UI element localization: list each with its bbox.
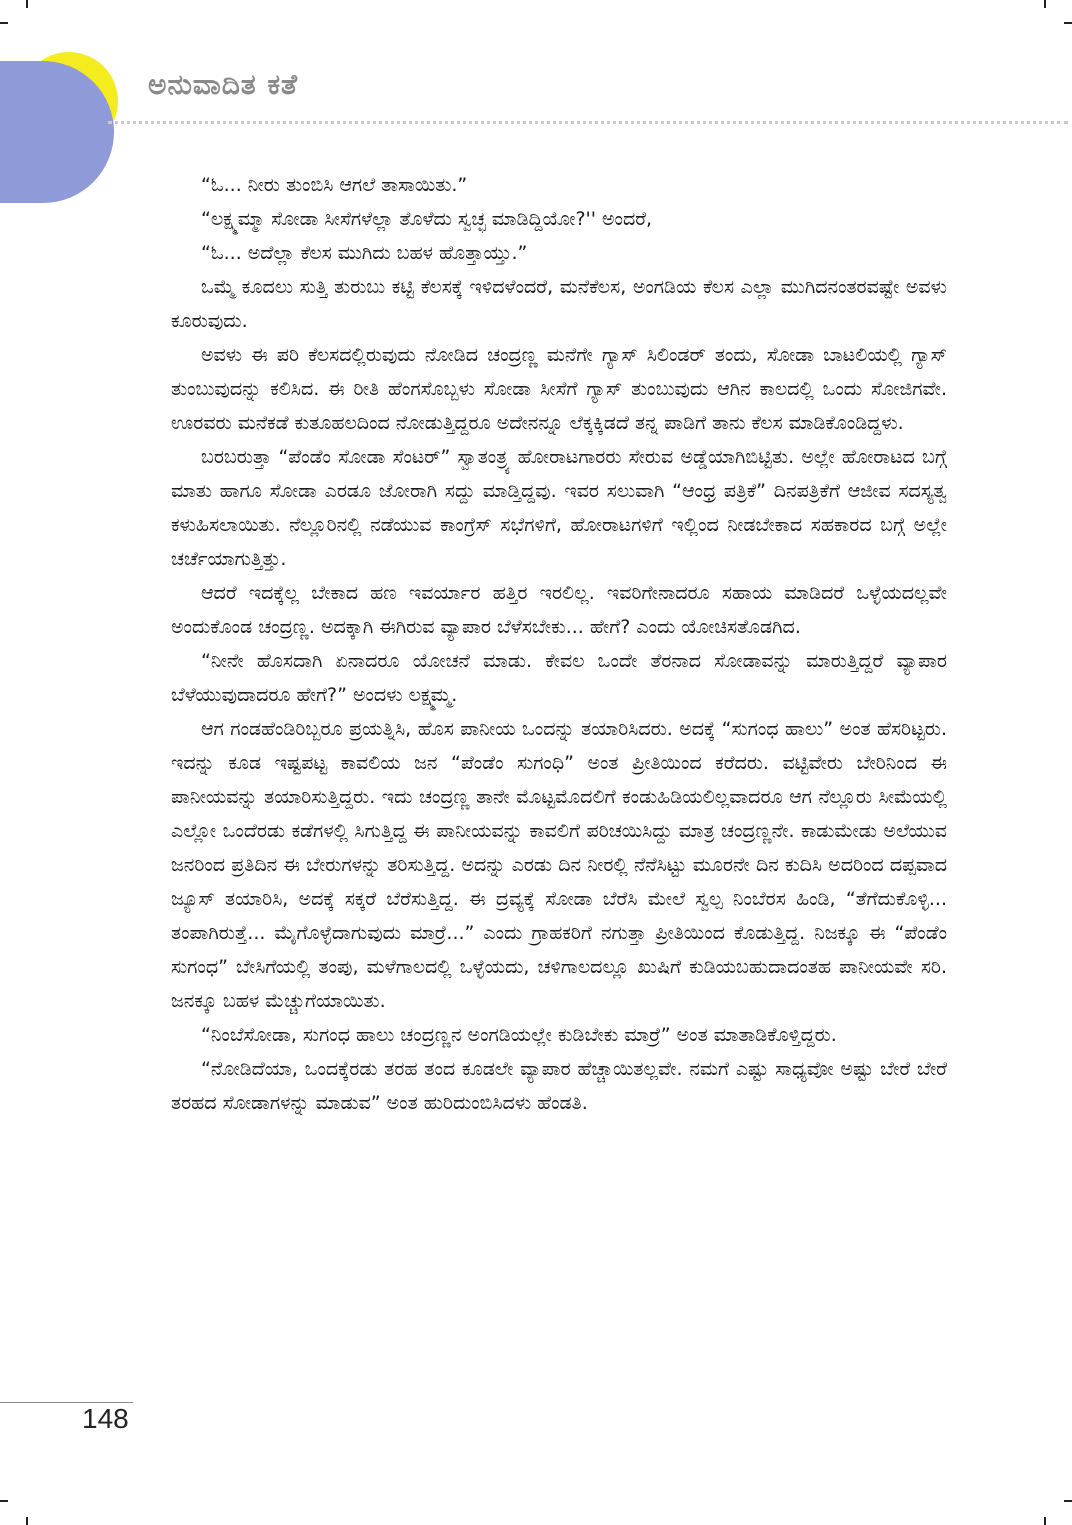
paragraph: “ಓ... ಅದೆಲ್ಲಾ ಕೆಲಸ ಮುಗಿದು ಬಹಳ ಹೊತ್ತಾಯ್ತು.” bbox=[201, 242, 528, 264]
crop-mark-bottom-right bbox=[1044, 1517, 1046, 1525]
paragraph: ಆಗ ಗಂಡಹೆಂಡಿರಿಬ್ಬರೂ ಪ್ರಯತ್ನಿಸಿ, ಹೊಸ ಪಾನೀಯ ಒಂದನ್ನು ತಯಾರಿಸಿದರು. ಅದಕ್ಕೆ “ಸುಗಂಧ ಹಾಲು” ಅಂತ ಹೆಸರಿಟ್ಟರು. ಇದನ್ನು ಕೂಡ ಇಷ್ಟಪಟ್ಟ ಕಾವಲಿಯ ಜನ “ಪೆಂಡೆಂ ಸುಗಂಧಿ” ಅಂತ ಪ್ರೀತಿಯಿಂದ ಕರೆದರು. ವಟ್ಟಿವೇರು ಬೇರಿನಿಂದ ಈ ಪಾನೀಯವನ್ನು ತಯಾರಿಸುತ್ತಿದ್ದರು. ಇದು ಚಂದ್ರಣ್ಣ ತಾನೇ ಮೊಟ್ಟಮೊದಲಿಗೆ ಕಂಡುಹಿಡಿಯಲಿಲ್ಲವಾದರೂ ಆಗ ನೆಲ್ಲೂರು ಸೀಮೆಯಲ್ಲಿ ಎಲ್ಲೋ ಒಂದೆರಡು ಕಡೆಗಳಲ್ಲಿ ಸಿಗುತ್ತಿದ್ದ ಈ ಪಾನೀಯವನ್ನು ಕಾವಲಿಗೆ ಪರಿಚಯಿಸಿದ್ದು ಮಾತ್ರ ಚಂದ್ರಣ್ಣನೇ. ಕಾಡುಮೇಡು ಅಲೆಯುವ ಜನರಿಂದ ಪ್ರತಿದಿನ ಈ ಬೇರುಗಳನ್ನು ತರಿಸುತ್ತಿದ್ದ. ಅದನ್ನು ಎರಡು ದಿನ ನೀರಲ್ಲಿ ನೆನೆಸಿಟ್ಟು ಮೂರನೇ ದಿನ ಕುದಿಸಿ ಅದರಿಂದ ದಪ್ಪವಾದ ಜ್ಯೂಸ್ ತಯಾರಿಸಿ, ಅದಕ್ಕೆ ಸಕ್ಕರೆ ಬೆರೆಸುತ್ತಿದ್ದ. ಈ ದ್ರವ್ಯಕ್ಕೆ ಸೋಡಾ ಬೆರೆಸಿ ಮೇಲೆ ಸ್ವಲ್ಪ ನಿಂಬೆರಸ ಹಿಂಡಿ, “ತೆಗೆದುಕೊಳ್ಳಿ... ತಂಪಾಗಿರುತ್ತೆ... ಮೈಗೊಳ್ಳೆದಾಗುವುದು ಮಾರ್ರೆ...” ಎಂದು ಗ್ರಾಹಕರಿಗೆ ನಗುತ್ತಾ ಪ್ರೀತಿಯಿಂದ ಕೊಡುತ್ತಿದ್ದ. ನಿಜಕ್ಕೂ ಈ “ಪೆಂಡೆಂ ಸುಗಂಧ” ಬೇಸಿಗೆಯಲ್ಲಿ ತಂಪು, ಮಳೆಗಾಲದಲ್ಲಿ ಒಳ್ಳೆಯದು, ಚಳಿಗಾಲದಲ್ಲೂ ಖುಷಿಗೆ ಕುಡಿಯಬಹುದಾದಂತಹ ಪಾನೀಯವೇ ಸರಿ. ಜನಕ್ಕೂ ಬಹಳ ಮೆಚ್ಚುಗೆಯಾಯಿತು. bbox=[171, 718, 947, 1012]
paragraph: ಒಮ್ಮೆ ಕೂದಲು ಸುತ್ತಿ ತುರುಬು ಕಟ್ಟಿ ಕೆಲಸಕ್ಕೆ ಇಳಿದಳೆಂದರೆ, ಮನೆಕೆಲಸ, ಅಂಗಡಿಯ ಕೆಲಸ ಎಲ್ಲಾ ಮುಗಿದನಂತರವಷ್ಟೇ ಅವಳು ಕೂರುವುದು. bbox=[171, 276, 947, 332]
paragraph: ಆದರೆ ಇದಕ್ಕೆಲ್ಲ ಬೇಕಾದ ಹಣ ಇವರ್ಯಾರ ಹತ್ತಿರ ಇರಲಿಲ್ಲ. ಇವರಿಗೇನಾದರೂ ಸಹಾಯ ಮಾಡಿದರೆ ಒಳ್ಳೆಯದಲ್ಲವೇ ಅಂದುಕೊಂಡ ಚಂದ್ರಣ್ಣ. ಅದಕ್ಕಾಗಿ ಈಗಿರುವ ವ್ಯಾಪಾರ ಬೆಳೆಸಬೇಕು... ಹೇಗೆ? ಎಂದು ಯೋಚಿಸತೊಡಗಿದ. bbox=[171, 582, 947, 638]
crop-mark-top-left-side bbox=[0, 22, 8, 24]
section-title: ಅನುವಾದಿತ ಕತೆ bbox=[148, 68, 299, 101]
crop-mark-bottom-right-side bbox=[1064, 1500, 1072, 1502]
crop-mark-bottom-left-side bbox=[0, 1500, 8, 1502]
header-dotted-rule bbox=[108, 121, 1068, 124]
story-body bbox=[171, 168, 947, 1120]
paragraph: “ನೀನೇ ಹೊಸದಾಗಿ ಏನಾದರೂ ಯೋಚನೆ ಮಾಡು. ಕೇವಲ ಒಂದೇ ತೆರನಾದ ಸೋಡಾವನ್ನು ಮಾರುತ್ತಿದ್ದರೆ ವ್ಯಾಪಾರ ಬೆಳೆಯುವುದಾದರೂ ಹೇಗೆ?” ಅಂದಳು ಲಕ್ಷ್ಮಮ್ಮ. bbox=[171, 650, 947, 706]
paragraph: “ನೋಡಿದೆಯಾ, ಒಂದಕ್ಕೆರಡು ತರಹ ತಂದ ಕೂಡಲೇ ವ್ಯಾಪಾರ ಹೆಚ್ಚಾಯಿತಲ್ಲವೇ. ನಮಗೆ ಎಷ್ಟು ಸಾಧ್ಯವೋ ಅಷ್ಟು ಬೇರೆ ಬೇರೆ ತರಹದ ಸೋಡಾಗಳನ್ನು ಮಾಡುವ” ಅಂತ ಹುರಿದುಂಬಿಸಿದಳು ಹೆಂಡತಿ. bbox=[171, 1058, 947, 1114]
crop-mark-bottom-left bbox=[26, 1517, 28, 1525]
crop-mark-top-right bbox=[1044, 0, 1046, 8]
paragraph: ಅವಳು ಈ ಪರಿ ಕೆಲಸದಲ್ಲಿರುವುದು ನೋಡಿದ ಚಂದ್ರಣ್ಣ ಮನೆಗೇ ಗ್ಯಾಸ್ ಸಿಲಿಂಡರ್ ತಂದು, ಸೋಡಾ ಬಾಟಲಿಯಲ್ಲಿ ಗ್ಯಾಸ್ ತುಂಬುವುದನ್ನು ಕಲಿಸಿದ. ಈ ರೀತಿ ಹೆಂಗಸೊಬ್ಬಳು ಸೋಡಾ ಸೀಸೆಗೆ ಗ್ಯಾಸ್ ತುಂಬುವುದು ಆಗಿನ ಕಾಲದಲ್ಲಿ ಒಂದು ಸೋಜಿಗವೇ. ಊರವರು ಮನೆಕಡೆ ಕುತೂಹಲದಿಂದ ನೋಡುತ್ತಿದ್ದರೂ ಅದೇನನ್ನೂ ಲೆಕ್ಕಕ್ಕಿಡದೆ ತನ್ನ ಪಾಡಿಗೆ ತಾನು ಕೆಲಸ ಮಾಡಿಕೊಂಡಿದ್ದಳು. bbox=[171, 344, 947, 434]
crop-mark-top-left bbox=[26, 0, 28, 8]
paragraph: “ಓ... ನೀರು ತುಂಬಿಸಿ ಆಗಲೆ ತಾಸಾಯಿತು.” bbox=[201, 174, 468, 196]
paragraph: ಬರಬರುತ್ತಾ “ಪೆಂಡೆಂ ಸೋಡಾ ಸೆಂಟರ್” ಸ್ವಾತಂತ್ರ್ಯ ಹೋರಾಟಗಾರರು ಸೇರುವ ಅಡ್ಡೆಯಾಗಿಬಿಟ್ಟಿತು. ಅಲ್ಲೇ ಹೋರಾಟದ ಬಗ್ಗೆ ಮಾತು ಹಾಗೂ ಸೋಡಾ ಎರಡೂ ಜೋರಾಗಿ ಸದ್ದು ಮಾಡ್ತಿದ್ದವು. ಇವರ ಸಲುವಾಗಿ “ಆಂಧ್ರ ಪತ್ರಿಕೆ” ದಿನಪತ್ರಿಕೆಗೆ ಆಜೀವ ಸದಸ್ಯತ್ವ ಕಳುಹಿಸಲಾಯಿತು. ನೆಲ್ಲೂರಿನಲ್ಲಿ ನಡೆಯುವ ಕಾಂಗ್ರೆಸ್ ಸಭೆಗಳಿಗೆ, ಹೋರಾಟಗಳಿಗೆ ಇಲ್ಲಿಂದ ನೀಡಬೇಕಾದ ಸಹಕಾರದ ಬಗ್ಗೆ ಅಲ್ಲೇ ಚರ್ಚೆಯಾಗುತ್ತಿತ್ತು. bbox=[171, 446, 947, 570]
crop-mark-top-right-side bbox=[1064, 22, 1072, 24]
paragraph: “ನಿಂಬೆಸೋಡಾ, ಸುಗಂಧ ಹಾಲು ಚಂದ್ರಣ್ಣನ ಅಂಗಡಿಯಲ್ಲೇ ಕುಡಿಬೇಕು ಮಾರ್ರೆ” ಅಂತ ಮಾತಾಡಿಕೊಳ್ತಿದ್ದರು. bbox=[201, 1024, 837, 1046]
page-number: 148 bbox=[82, 1403, 129, 1434]
paragraph: “ಲಕ್ಷ್ಮಮ್ಮಾ ಸೋಡಾ ಸೀಸೆಗಳೆಲ್ಲಾ ತೊಳೆದು ಸ್ವಚ್ಛ ಮಾಡಿದ್ದಿಯೋ?'' ಅಂದರೆ, bbox=[201, 208, 653, 230]
